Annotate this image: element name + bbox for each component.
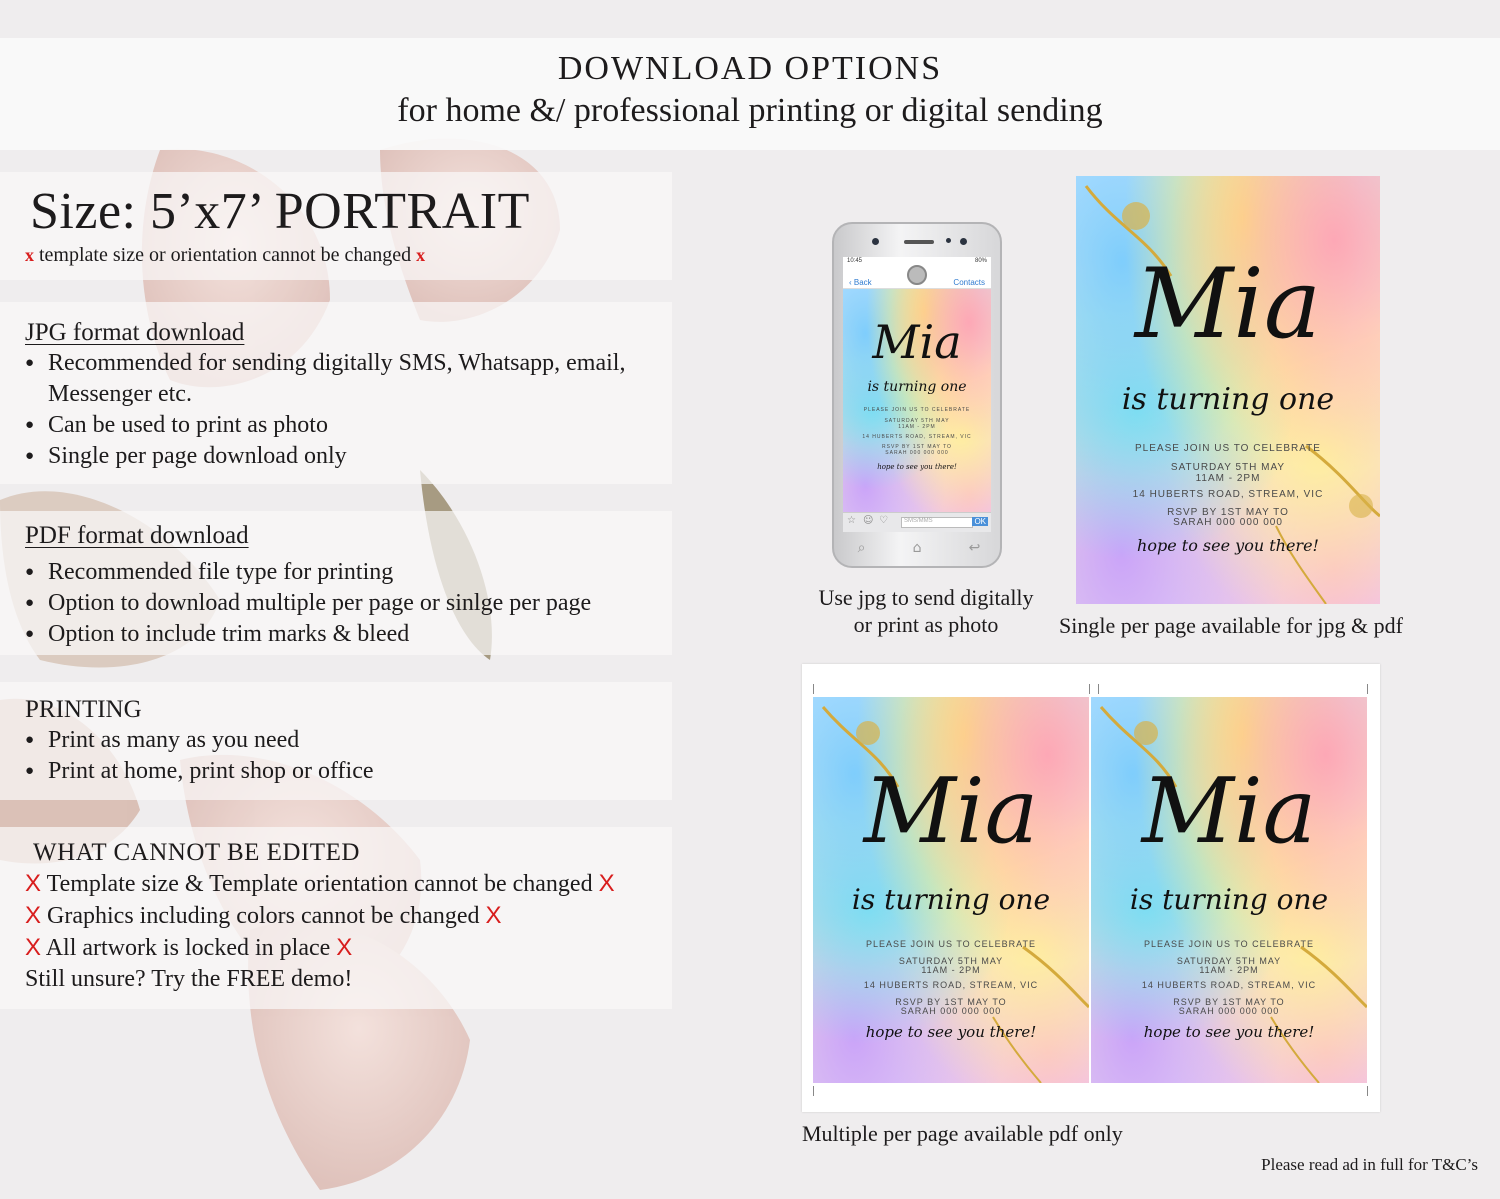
invitation-line: 14 HUBERTS ROAD, STREAM, VIC [1141,980,1317,990]
invitation-line: RSVP BY 1ST MAY TO [895,997,1007,1007]
invitation-line: 11AM - 2PM [1195,473,1261,484]
home-icon[interactable]: ⌂ [912,540,922,556]
printing-panel [0,682,672,800]
invitation-line: SATURDAY 5TH MAY [1176,956,1282,966]
size-panel [0,172,672,280]
invitation-turning: is turning one [867,379,967,395]
free-demo-text: Still unsure? Try the FREE demo! [25,966,353,992]
terms-footnote: Please read ad in full for T&C’s [1261,1155,1478,1174]
invitation-turning: is turning one [851,883,1051,916]
jpg-panel [0,302,672,484]
phone-invitation-card [843,289,991,512]
star-icon[interactable]: ☆ [847,515,856,526]
phone-nav-bar [843,267,991,289]
bullet-item: ● Option to include trim marks & bleed [25,619,672,650]
invitation-hope: hope to see you there! [877,463,957,471]
page-subtitle: for home &/ professional printing or digital sending [397,92,1103,129]
invitation-name: Mia [872,315,962,369]
red-x-icon: X [25,870,42,897]
caption-line: Use jpg to send digitally [818,585,1034,610]
size-note [25,242,672,268]
invitation-line: SARAH 000 000 000 [1173,517,1283,528]
speaker-grille [904,240,934,244]
red-x-icon: x [416,245,426,265]
bullet-item: ● Can be used to print as photo [25,410,672,441]
avatar [907,265,927,285]
trim-mark [813,684,814,694]
header-banner [0,38,1500,150]
phone-battery: 80% [974,258,987,264]
message-bar [843,512,991,532]
single-caption: Single per page available for jpg & pdf [1059,613,1403,638]
phone-screen [843,257,991,532]
invitation-line: RSVP BY 1ST MAY TO [1173,997,1285,1007]
bullet-item: ● Recommended file type for printing [25,557,672,588]
invitation-line: 14 HUBERTS ROAD, STREAM, VIC [862,434,972,440]
invitation-line: PLEASE JOIN US TO CELEBRATE [863,407,971,413]
cannot-edit-heading: WHAT CANNOT BE EDITED [33,839,360,866]
phone-time: 10:45 [847,258,863,264]
invitation-hope: hope to see you there! [865,1023,1037,1041]
red-x-icon: X [25,934,42,961]
red-x-icon: x [25,245,34,265]
bullet-item: ● Single per page download only [25,441,672,472]
printing-heading: PRINTING [25,696,142,723]
invitation-line: PLEASE JOIN US TO CELEBRATE [1143,939,1315,949]
front-camera-icon [872,238,879,245]
cannot-edit-item: X Graphics including colors cannot be changed X [25,902,502,929]
back-arrow-icon[interactable]: ↩ [968,540,981,556]
invitation-line: SARAH 000 000 000 [885,450,949,456]
bullet-item: ● Print as many as you need [25,725,672,756]
message-input[interactable]: SMS/MMS [901,517,973,528]
sensor-icon [946,238,951,243]
multiple-caption: Multiple per page available pdf only [802,1121,1123,1146]
invitation-line: SARAH 000 000 000 [1178,1006,1280,1016]
single-invitation-card [1076,176,1380,604]
invitation-name: Mia [1141,759,1317,864]
size-note-text: template size or orientation cannot be changed [34,244,417,266]
invitation-line: RSVP BY 1ST MAY TO [1167,507,1289,518]
bullet-item: ● Print at home, print shop or office [25,756,672,787]
invitation-line: 14 HUBERTS ROAD, STREAM, VIC [1132,489,1324,500]
trim-mark [1367,1086,1368,1096]
invitation-line: SATURDAY 5TH MAY [1170,462,1286,473]
bullet-item: ● Recommended for sending digitally SMS, Whatsapp, email, Messenger etc. [25,348,685,410]
invitation-hope: hope to see you there! [1143,1023,1315,1041]
invitation-line: 11AM - 2PM [1199,965,1259,975]
heart-icon[interactable]: ♡ [879,515,888,526]
invitation-line: SATURDAY 5TH MAY [898,956,1004,966]
multi-invitation-card [1091,697,1367,1083]
cannot-edit-item: X All artwork is locked in place X [25,934,353,961]
page-title: DOWNLOAD OPTIONS [557,50,943,87]
invitation-name: Mia [863,759,1039,864]
trim-mark [1098,684,1099,694]
invitation-line: RSVP BY 1ST MAY TO [882,444,952,450]
invitation-line: PLEASE JOIN US TO CELEBRATE [1135,443,1321,454]
phone-home-bar [834,536,1004,560]
jpg-bullet-list [25,348,672,472]
size-title: Size: 5’x7’ PORTRAIT [30,183,530,240]
phone-mockup [832,222,1002,568]
trim-mark [1089,684,1090,694]
pdf-heading: PDF format download [25,522,249,549]
invitation-line: SATURDAY 5TH MAY [884,418,950,424]
caption-line: or print as photo [853,612,999,637]
printing-bullet-list [25,725,672,787]
bullet-item: ● Option to download multiple per page or sinlge per page [25,588,672,619]
cannot-edit-item: X Template size & Template orientation cannot be changed X [25,870,615,897]
phone-caption [800,584,1052,638]
multiple-per-page-sheet [802,664,1380,1112]
emoji-icon[interactable]: ☺ [863,515,874,526]
invitation-turning: is turning one [1121,382,1335,417]
pdf-panel [0,511,672,655]
sensor-icon [960,238,967,245]
red-x-icon: X [25,902,42,929]
red-x-icon: X [598,870,615,897]
invitation-line: 11AM - 2PM [921,965,981,975]
send-button[interactable]: OK [974,517,986,526]
multi-invitation-card [813,697,1089,1083]
trim-mark [813,1086,814,1096]
invitation-turning: is turning one [1129,883,1329,916]
red-x-icon: X [485,902,502,929]
invitation-hope: hope to see you there! [1137,536,1319,555]
jpg-heading: JPG format download [25,319,245,346]
invitation-line: 14 HUBERTS ROAD, STREAM, VIC [863,980,1039,990]
invitation-line: 11AM - 2PM [898,424,936,430]
contacts-link[interactable]: Contacts [953,278,985,287]
invitation-line: PLEASE JOIN US TO CELEBRATE [865,939,1037,949]
search-icon[interactable]: ⌕ [857,540,866,556]
back-link[interactable]: ‹ Back [849,278,872,287]
cannot-edit-panel [0,827,672,1009]
invitation-line: SARAH 000 000 000 [900,1006,1002,1016]
trim-mark [1367,684,1368,694]
red-x-icon: X [336,934,353,961]
invitation-name: Mia [1134,248,1322,360]
pdf-bullet-list [25,557,672,650]
